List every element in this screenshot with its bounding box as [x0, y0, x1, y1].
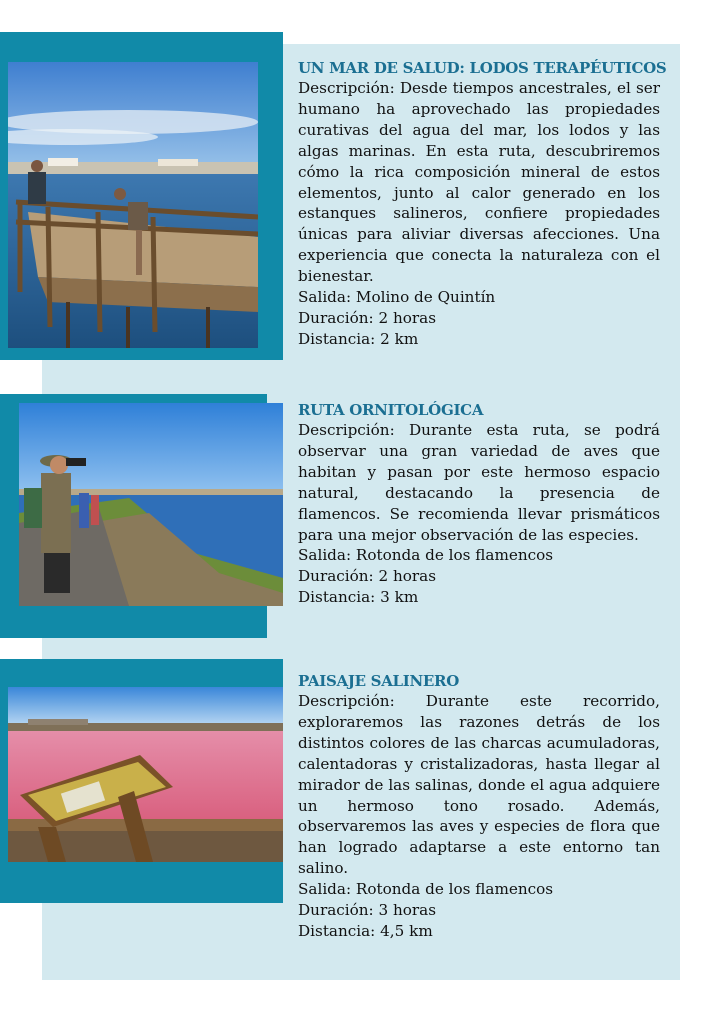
route-3-description: Descripción: Durante este recorrido, exploraremos las razones detrás de los distintos colores de las charcas acumuladoras, calentadoras y cristalizadoras, hasta llegar al mirador de las salinas, donde el agua adquiere un hermoso tono rosado. Además, observaremos las aves y especies de flora que han logrado adaptarse a este entorno tan salino. — [298, 692, 660, 878]
route-2-photo-birdwatchers — [19, 403, 283, 606]
route-2-distancia: Distancia: 3 km — [298, 588, 419, 607]
route-2-salida: Salida: Rotonda de los flamencos — [298, 546, 554, 565]
route-3-title: PAISAJE SALINERO — [298, 672, 459, 690]
route-2-duracion: Duración: 2 horas — [298, 567, 437, 586]
route-1-description: Descripción: Desde tiempos ancestrales, el ser humano ha aprovechado las propiedades curativas del agua del mar, los lodos y las algas marinas. En esta ruta, descubriremos cómo la rica composición mineral de estos elementos, junto al calor generado en los estanques salineros, confiere propiedades únicas para aliviar diversas afecciones. Una experiencia que conecta la naturaleza con el bienestar. — [298, 79, 660, 286]
route-3-salida: Salida: Rotonda de los flamencos — [298, 880, 554, 899]
route-1-photo-pier — [8, 62, 258, 348]
route-3-text — [298, 671, 660, 942]
route-1-salida: Salida: Molino de Quintín — [298, 288, 496, 307]
route-1-distancia: Distancia: 2 km — [298, 329, 419, 348]
route-1-text — [298, 58, 667, 350]
route-3-duracion: Duración: 3 horas — [298, 901, 437, 920]
route-1-duracion: Duración: 2 horas — [298, 308, 437, 327]
route-2-description: Descripción: Durante esta ruta, se podrá observar una gran variedad de aves que habitan y pasan por este hermoso espacio natural, destacando la presencia de flamencos. Se recomienda llevar prismáticos para una mejor observación de las especies. — [298, 421, 660, 544]
route-2-title: RUTA ORNITOLÓGICA — [298, 401, 484, 419]
route-3-photo-pink-salt-pond — [8, 687, 283, 862]
route-3-distancia: Distancia: 4,5 km — [298, 921, 433, 940]
route-2-text — [298, 400, 660, 608]
route-1-title: UN MAR DE SALUD: LODOS TERAPÉUTICOS — [298, 59, 667, 77]
